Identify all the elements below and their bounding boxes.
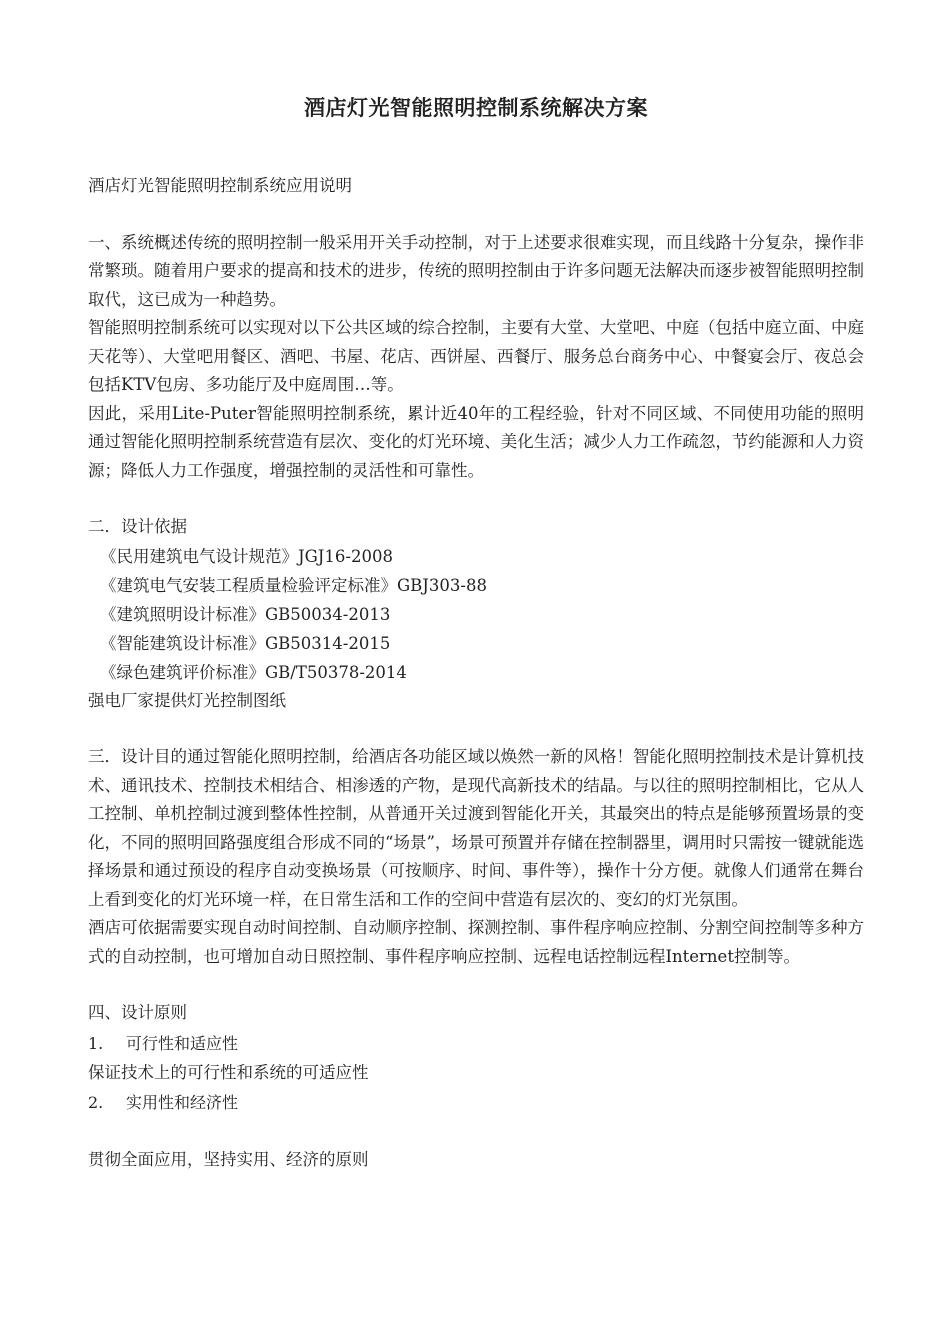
reference-item: 《建筑照明设计标准》GB50034-2013 [100, 604, 391, 624]
document-subtitle: 酒店灯光智能照明控制系统应用说明 [88, 176, 352, 195]
principle-description: 保证技术上的可行性和系统的可适应性 [88, 1062, 369, 1082]
list-number: 1. [88, 1033, 104, 1053]
principle-label: 实用性和经济性 [126, 1093, 239, 1112]
principle-description: 贯彻全面应用，坚持实用、经济的原则 [88, 1150, 369, 1169]
document-title: 酒店灯光智能照明控制系统解决方案 [304, 95, 648, 120]
section1-paragraph-areas: 智能照明控制系统可以实现对以下公共区域的综合控制，主要有大堂、大堂吧、中庭（包括中庭立面、中庭天花等）、大堂吧用餐区、酒吧、书屋、花店、西饼屋、西餐厅、服务总台商务中心、中餐宴会厅、夜总会包括KTV包房、多功能厅及中庭周围…等。 [88, 318, 864, 394]
principle-label: 可行性和适应性 [126, 1033, 239, 1053]
reference-item: 《绿色建筑评价标准》GB/T50378-2014 [100, 662, 407, 682]
section1-paragraph-overview: 一、系统概述传统的照明控制一般采用开关手动控制，对于上述要求很难实现，而且线路十分复杂，操作非常繁琐。随着用户要求的提高和技术的进步，传统的照明控制由于许多问题无法解决而逐步被智能照明控制取代，这已成为一种趋势。 [88, 232, 864, 309]
section1-paragraph-benefits: 因此，采用Lite-Puter智能照明控制系统，累计近40年的工程经验，针对不同区域、不同使用功能的照明通过智能化照明控制系统营造有层次、变化的灯光环境、美化生活；减少人力工作疏忽，节约能源和人力资源；降低人力工作强度，增强控制的灵活性和可靠性。 [88, 403, 864, 480]
section2-note: 强电厂家提供灯光控制图纸 [88, 690, 286, 710]
list-number: 2. [88, 1093, 104, 1112]
section3-paragraph-control-modes: 酒店可依据需要实现自动时间控制、自动顺序控制、探测控制、事件程序响应控制、分割空间控制等多种方式的自动控制，也可增加自动日照控制、事件程序响应控制、远程电话控制远程Internet控制等。 [88, 918, 864, 966]
section3-paragraph-purpose: 三．设计目的通过智能化照明控制，给酒店各功能区域以焕然一新的风格！智能化照明控制技术是计算机技术、通讯技术、控制技术相结合、相渗透的产物，是现代高新技术的结晶。与以往的照明控制相比，它从人工控制、单机控制过渡到整体性控制，从普通开关过渡到智能化开关，其最突出的特点是能够预置场景的变化，不同的照明回路强度组合形成不同的“场景”，场景可预置并存储在控制器里，调用时只需按一键就能选择场景和通过预设的程序自动变换场景（可按顺序、时间、事件等），操作十分方便。就像人们通常在舞台上看到变化的灯光环境一样，在日常生活和工作的空间中营造有层次的、变幻的灯光氛围。 [88, 747, 864, 909]
principle-list-item [88, 1028, 864, 1059]
section2-heading: 二．设计依据 [88, 517, 187, 536]
reference-item: 《智能建筑设计标准》GB50314-2015 [100, 633, 391, 653]
principle-list-item [88, 1087, 864, 1118]
reference-item: 《民用建筑电气设计规范》JGJ16-2008 [100, 546, 393, 566]
reference-item: 《建筑电气安装工程质量检验评定标准》GBJ303-88 [100, 575, 487, 595]
section4-heading: 四、设计原则 [88, 1003, 187, 1022]
